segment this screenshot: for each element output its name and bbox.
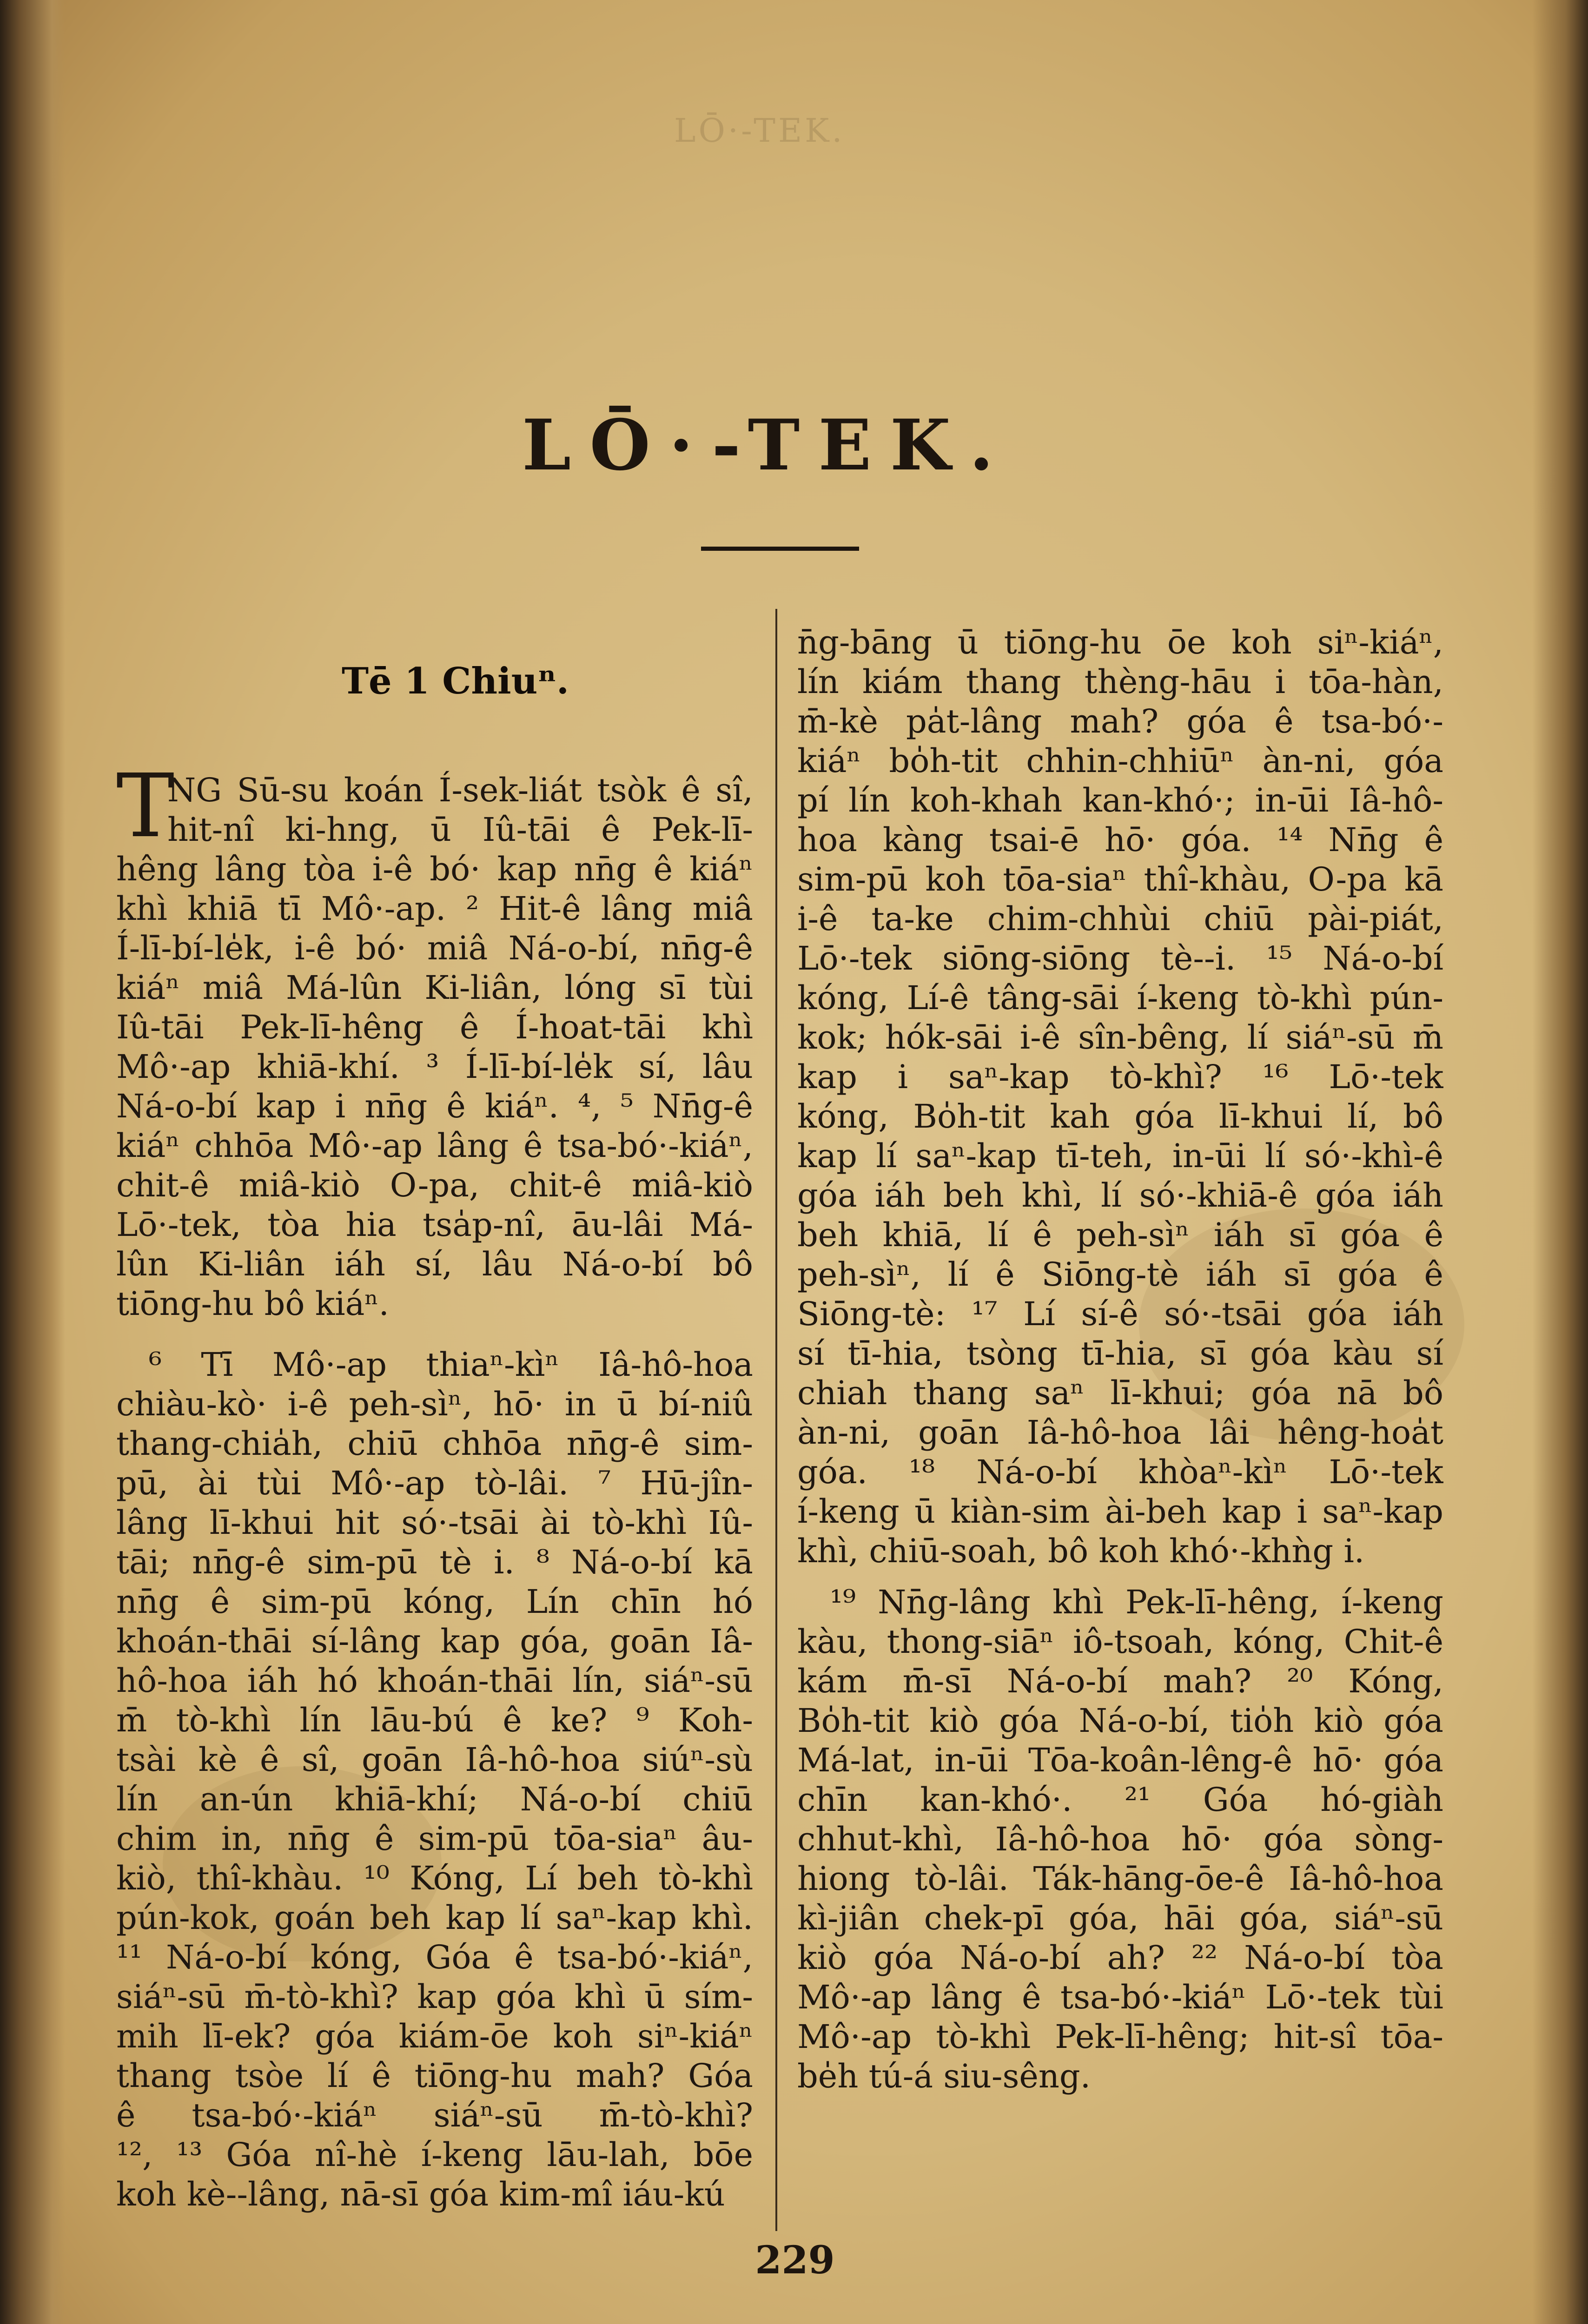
text-line: chiàu-kò· i-ê peh-sìⁿ, hō· in ū bí-niû: [116, 1385, 753, 1423]
text-line: ¹¹ Ná-o-bí kóng, Góa ê tsa-bó·-kiáⁿ,: [116, 1938, 753, 1976]
text-line: hiong tò-lâi. Ták-hāng-ōe-ê Iâ-hô-hoa: [797, 1860, 1443, 1898]
text-line: khì, chiū-soah, bô koh khó·-khǹg i.: [797, 1532, 1365, 1570]
paragraph: [797, 623, 1443, 1571]
text-line: Mô·-ap tò-khì Pek-lī-hêng; hit-sî tōa-: [797, 2018, 1443, 2056]
text-line: pū, ài tùi Mô·-ap tò-lâi. ⁷ Hū-jîn-: [116, 1464, 753, 1502]
text-line: hêng lâng tòa i-ê bó· kap nn̄g ê kiáⁿ: [116, 850, 753, 888]
text-line: Ná-o-bí kap i nn̄g ê kiáⁿ. ⁴, ⁵ Nn̄g-ê: [116, 1087, 753, 1125]
paragraph: [116, 755, 753, 1324]
text-line: góa. ¹⁸ Ná-o-bí khòaⁿ-kìⁿ Lō·-tek: [797, 1453, 1443, 1491]
text-line: lín an-ún khiā-khí; Ná-o-bí chiū: [116, 1780, 753, 1818]
text-line: tsài kè ê sî, goān Iâ-hô-hoa siúⁿ-sù: [116, 1741, 753, 1779]
text-line: m̄ tò-khì lín lāu-bú ê ke? ⁹ Koh-: [116, 1701, 753, 1739]
text-line: pún-kok, goán beh kap lí saⁿ-kap khì.: [116, 1899, 753, 1937]
text-line: koh kè--lâng, nā-sī góa kim-mî iáu-kú: [116, 2175, 725, 2213]
page-right-edge: [1532, 0, 1588, 2324]
text-line: sim-pū koh tōa-siaⁿ thî-khàu, O-pa kā: [797, 860, 1443, 898]
text-line: kiò góa Ná-o-bí ah? ²² Ná-o-bí tòa: [797, 1939, 1443, 1977]
text-line: chhut-khì, Iâ-hô-hoa hō· góa sòng-: [797, 1820, 1443, 1858]
text-line: hô-hoa iáh hó khoán-thāi lín, siáⁿ-sū: [116, 1662, 753, 1700]
text-line: n̄g-bāng ū tiōng-hu ōe koh siⁿ-kiáⁿ,: [797, 623, 1443, 661]
text-line: Lō·-tek siōng-siōng tè--i. ¹⁵ Ná-o-bí: [797, 939, 1443, 977]
text-line: Siōng-tè: ¹⁷ Lí sí-ê só·-tsāi góa iáh: [797, 1295, 1443, 1333]
text-line: chit-ê miâ-kiò O-pa, chit-ê miâ-kiò: [116, 1166, 753, 1204]
text-line: àn-ni, goān Iâ-hô-hoa lâi hêng-hoa̍t: [797, 1413, 1443, 1452]
text-line: chiah thang saⁿ lī-khui; góa nā bô: [797, 1374, 1443, 1412]
text-line: kóng, Bo̍h-tit kah góa lī-khui lí, bô: [797, 1097, 1443, 1136]
text-line: mih lī-ek? góa kiám-ōe koh siⁿ-kiáⁿ: [116, 2017, 753, 2055]
text-line: kiáⁿ bo̍h-tit chhin-chhiūⁿ àn-ni, góa: [797, 742, 1443, 780]
text-line: khoán-thāi sí-lâng kap góa, goān Iâ-: [116, 1622, 753, 1660]
text-line: í-keng ū kiàn-sim ài-beh kap i saⁿ-kap: [797, 1492, 1443, 1531]
text-line: Má-lat, in-ūi Tōa-koân-lêng-ê hō· góa: [797, 1741, 1443, 1779]
paragraph: [797, 1583, 1443, 2096]
text-line: khì khiā tī Mô·-ap. ² Hit-ê lâng miâ: [116, 890, 753, 928]
text-line: nn̄g ê sim-pū kóng, Lín chīn hó: [116, 1583, 753, 1621]
page-number: 229: [755, 2238, 835, 2283]
show-through-running-header: LŌ·-TEK.: [674, 112, 845, 150]
text-line: thang-chia̍h, chiū chhōa nn̄g-ê sim-: [116, 1425, 753, 1463]
text-line: ¹², ¹³ Góa nî-hè í-keng lāu-lah, bōe: [116, 2136, 753, 2174]
text-line: chim in, nn̄g ê sim-pū tōa-siaⁿ âu-: [116, 1820, 753, 1858]
text-line: Bo̍h-tit kiò góa Ná-o-bí, tio̍h kiò góa: [797, 1702, 1443, 1740]
text-line: góa iáh beh khì, lí só·-khiā-ê góa iáh: [797, 1176, 1443, 1215]
text-line: siáⁿ-sū m̄-tò-khì? kap góa khì ū sím-: [116, 1978, 753, 2016]
text-line: kap i saⁿ-kap tò-khì? ¹⁶ Lō·-tek: [797, 1058, 1443, 1096]
text-line: sí tī-hia, tsòng tī-hia, sī góa kàu sí: [797, 1334, 1443, 1373]
text-line: kàu, thong-siāⁿ iô-tsoah, kóng, Chit-ê: [797, 1623, 1443, 1661]
text-line: tāi; nn̄g-ê sim-pū tè i. ⁸ Ná-o-bí kā: [116, 1543, 753, 1581]
text-line: Í-lī-bí-le̍k, i-ê bó· miâ Ná-o-bí, nn̄g-ê: [116, 929, 753, 967]
text-line: kap lí saⁿ-kap tī-teh, in-ūi lí só·-khì-ê: [797, 1137, 1443, 1175]
text-line: m̄-kè pa̍t-lâng mah? góa ê tsa-bó·-: [797, 702, 1443, 740]
title-rule: [701, 547, 859, 551]
book-gutter-shadow: [0, 0, 65, 2324]
text-line: ⁶ Tī Mô·-ap thiaⁿ-kìⁿ Iâ-hô-hoa: [149, 1346, 753, 1384]
text-line: i-ê ta-ke chim-chhùi chiū pài-piát,: [797, 900, 1443, 938]
text-line: Mô·-ap lâng ê tsa-bó·-kiáⁿ Lō·-tek tùi: [797, 1978, 1443, 2016]
text-line: Mô·-ap khiā-khí. ³ Í-lī-bí-le̍k sí, lâu: [116, 1048, 753, 1086]
text-line: kiò, thî-khàu. ¹⁰ Kóng, Lí beh tò-khì: [116, 1859, 753, 1897]
text-line: kám m̄-sī Ná-o-bí mah? ²⁰ Kóng,: [797, 1662, 1443, 1700]
text-line: kok; hók-sāi i-ê sîn-bêng, lí siáⁿ-sū m̄: [797, 1018, 1443, 1056]
text-line: Lō·-tek, tòa hia tsa̍p-nî, āu-lâi Má-: [116, 1206, 753, 1244]
text-line: beh khiā, lí ê peh-sìⁿ iáh sī góa ê: [797, 1216, 1443, 1254]
text-line: chīn kan-khó·. ²¹ Góa hó-giàh: [797, 1781, 1443, 1819]
chapter-heading: Tē 1 Chiuⁿ.: [342, 660, 569, 702]
text-line: lâng lī-khui hit só·-tsāi ài tò-khì Iû-: [116, 1504, 753, 1542]
text-line: hit-nî ki-hng, ū Iû-tāi ê Pek-lī-: [167, 811, 753, 849]
column-divider: [775, 609, 777, 2231]
text-line: Iû-tāi Pek-lī-hêng ê Í-hoat-tāi khì: [116, 1008, 753, 1046]
drop-cap: T: [116, 755, 175, 857]
text-line: NG Sū-su koán Í-sek-liát tsòk ê sî,: [167, 771, 753, 809]
text-line: tiōng-hu bô kiáⁿ.: [116, 1285, 389, 1323]
text-line: ê tsa-bó·-kiáⁿ siáⁿ-sū m̄-tò-khì?: [116, 2096, 753, 2134]
text-line: thang tsòe lí ê tiōng-hu mah? Góa: [116, 2057, 753, 2095]
book-title: LŌ·-TEK.: [522, 404, 1012, 486]
text-line: ¹⁹ Nn̄g-lâng khì Pek-lī-hêng, í-keng: [830, 1583, 1443, 1621]
text-line: lûn Ki-liân iáh sí, lâu Ná-o-bí bô: [116, 1245, 753, 1283]
text-line: kiáⁿ chhōa Mô·-ap lâng ê tsa-bó·-kiáⁿ,: [116, 1127, 753, 1165]
text-line: hoa kàng tsai-ē hō· góa. ¹⁴ Nn̄g ê: [797, 821, 1443, 859]
paragraph: [116, 1345, 753, 2214]
text-line: peh-sìⁿ, lí ê Siōng-tè iáh sī góa ê: [797, 1255, 1443, 1294]
text-line: be̍h tú-á siu-sêng.: [797, 2057, 1091, 2095]
text-line: kóng, Lí-ê tâng-sāi í-keng tò-khì pún-: [797, 979, 1443, 1017]
text-line: kì-jiân chek-pī góa, hāi góa, siáⁿ-sū: [797, 1899, 1443, 1937]
text-line: lín kiám thang thèng-hāu i tōa-hàn,: [797, 663, 1443, 701]
text-line: kiáⁿ miâ Má-lûn Ki-liân, lóng sī tùi: [116, 969, 753, 1007]
text-line: pí lín koh-khah kan-khó·; in-ūi Iâ-hô-: [797, 781, 1443, 819]
